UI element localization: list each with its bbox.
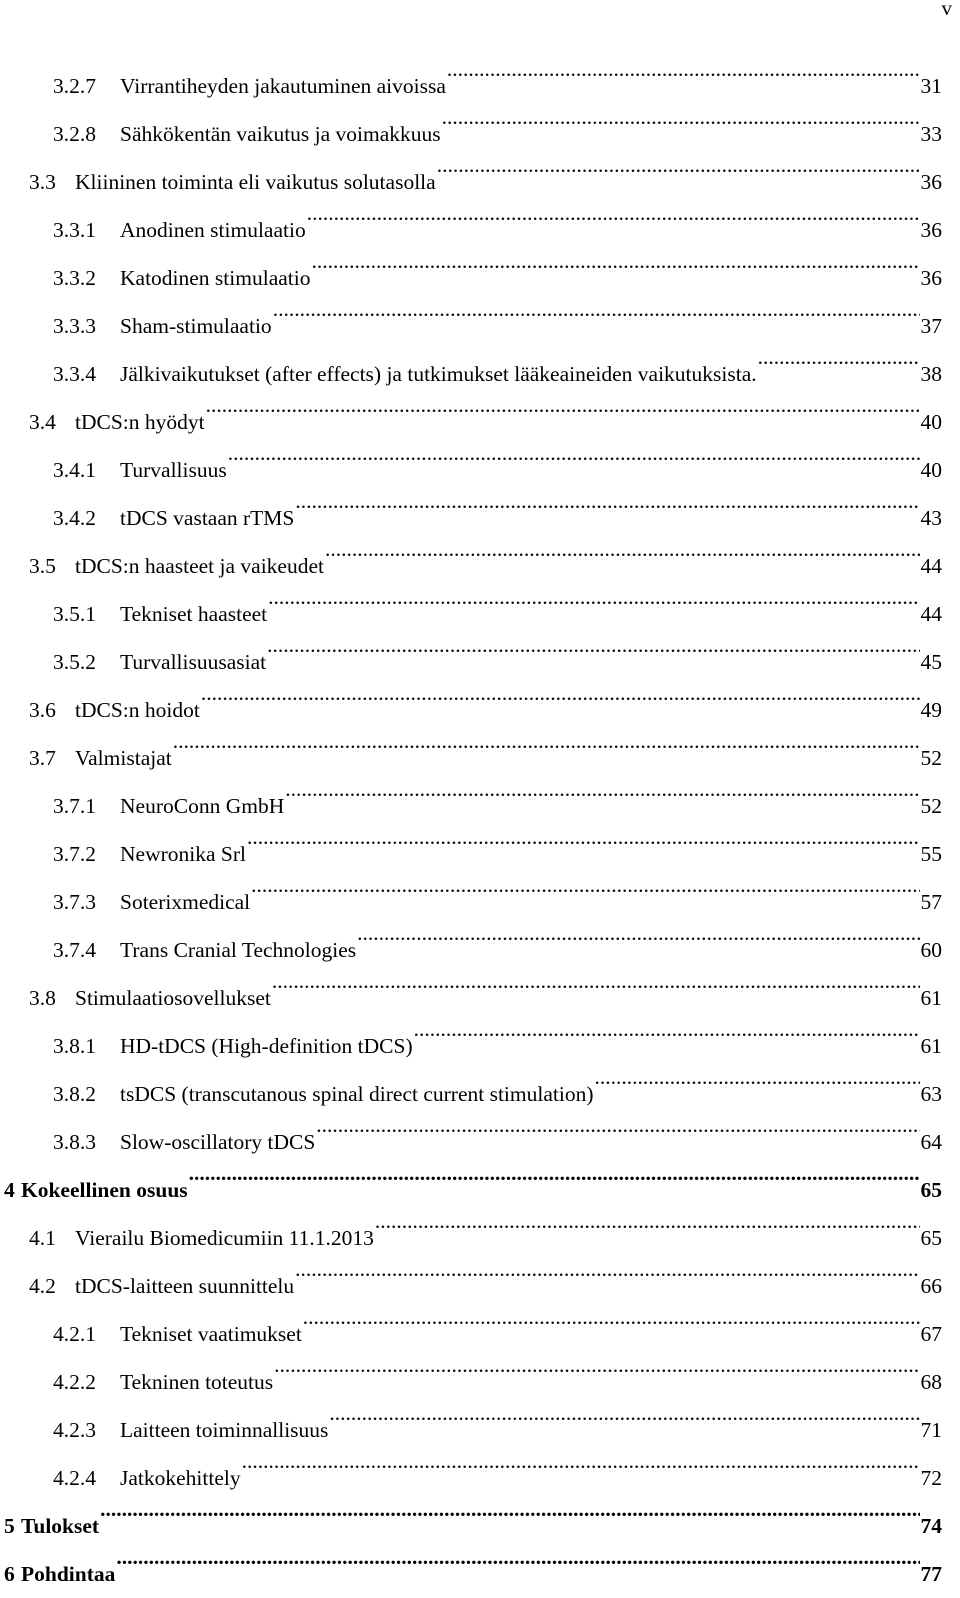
toc-entry-number: 3.4.1 <box>53 458 96 482</box>
toc-entry[interactable] <box>0 1293 942 1346</box>
toc-dot-leader <box>247 813 920 861</box>
toc-entry-page: 45 <box>920 650 942 674</box>
toc-entry-number: 3.4.2 <box>53 506 96 530</box>
toc-entry[interactable] <box>0 1245 942 1298</box>
toc-entry[interactable] <box>0 381 942 434</box>
toc-entry-title: Turvallisuusasiat <box>120 650 267 674</box>
toc-dot-leader <box>295 477 919 525</box>
toc-entry-number: 3.8.3 <box>53 1130 96 1154</box>
toc-entry-page: 33 <box>920 122 942 146</box>
toc-entry-title: Valmistajat <box>75 746 172 770</box>
toc-entry-page: 40 <box>920 458 942 482</box>
toc-dot-leader <box>242 1437 920 1485</box>
toc-entry-number: 5 <box>4 1514 15 1538</box>
toc-entry[interactable] <box>0 1197 942 1250</box>
toc-entry-number: 4 <box>4 1178 15 1202</box>
toc-entry-page: 72 <box>920 1466 942 1490</box>
toc-entry[interactable] <box>0 957 942 1010</box>
toc-entry-number: 3.8.1 <box>53 1034 96 1058</box>
toc-entry-number: 3.7.4 <box>53 938 96 962</box>
toc-entry[interactable] <box>0 861 942 914</box>
toc-entry[interactable] <box>0 717 942 770</box>
toc-entry-title: Sähkökentän vaikutus ja voimakkuus <box>120 122 441 146</box>
toc-entry-number: 3.8.2 <box>53 1082 96 1106</box>
toc-dot-leader <box>100 1485 919 1533</box>
toc-entry-number: 3.5 <box>29 554 56 578</box>
toc-entry-title: Jatkokehittely <box>120 1466 241 1490</box>
toc-entry-number: 3.6 <box>29 698 56 722</box>
toc-entry-title: tDCS:n hyödyt <box>75 410 205 434</box>
toc-entry[interactable] <box>0 1101 942 1154</box>
toc-entry-title: Kliininen toiminta eli vaikutus solutasolla <box>75 170 436 194</box>
toc-entry-page: 68 <box>920 1370 942 1394</box>
toc-entry-number: 4.2 <box>29 1274 56 1298</box>
toc-dot-leader <box>437 141 920 189</box>
toc-entry[interactable] <box>0 813 942 866</box>
toc-entry-page: 74 <box>920 1514 942 1538</box>
toc-entry-title: Turvallisuus <box>120 458 227 482</box>
toc-dot-leader <box>274 1341 919 1389</box>
toc-dot-leader <box>295 1245 919 1293</box>
toc-entry-page: 64 <box>920 1130 942 1154</box>
toc-entry-page: 61 <box>920 986 942 1010</box>
toc-entry-number: 6 <box>4 1562 15 1586</box>
toc-entry-title: Pohdintaa <box>21 1562 116 1586</box>
toc-entry-page: 67 <box>920 1322 942 1346</box>
toc-entry-page: 44 <box>920 554 942 578</box>
toc-entry-page: 36 <box>920 218 942 242</box>
toc-dot-leader <box>329 1389 919 1437</box>
toc-dot-leader <box>303 1293 920 1341</box>
page-number: v <box>941 0 952 20</box>
toc-entry[interactable] <box>0 765 942 818</box>
toc-dot-leader <box>447 45 920 93</box>
toc-dot-leader <box>307 189 920 237</box>
toc-entry-number: 3.2.8 <box>53 122 96 146</box>
toc-entry[interactable] <box>0 1005 942 1058</box>
toc-entry-page: 37 <box>920 314 942 338</box>
toc-entry[interactable] <box>0 333 942 386</box>
toc-entry-page: 71 <box>920 1418 942 1442</box>
toc-entry-number: 3.7.2 <box>53 842 96 866</box>
toc-entry-title: Laitteen toiminnallisuus <box>120 1418 329 1442</box>
toc-entry-page: 65 <box>920 1178 942 1202</box>
toc-entry-title: Tekniset vaatimukset <box>120 1322 302 1346</box>
toc-entry-title: Anodinen stimulaatio <box>120 218 306 242</box>
toc-dot-leader <box>228 429 920 477</box>
toc-dot-leader <box>272 957 920 1005</box>
toc-entry-title: Soterixmedical <box>120 890 251 914</box>
toc-entry-number: 3.7.3 <box>53 890 96 914</box>
toc-dot-leader <box>442 93 920 141</box>
toc-dot-leader <box>285 765 919 813</box>
toc-dot-leader <box>189 1149 920 1197</box>
toc-entry[interactable] <box>0 1485 942 1538</box>
toc-entry-number: 4.1 <box>29 1226 56 1250</box>
toc-entry-title: tDCS:n haasteet ja vaikeudet <box>75 554 324 578</box>
toc-entry-title: tsDCS (transcutanous spinal direct current stimulation) <box>120 1082 594 1106</box>
toc-entry-page: 36 <box>920 170 942 194</box>
toc-entry-title: tDCS vastaan rTMS <box>120 506 295 530</box>
toc-entry-page: 49 <box>920 698 942 722</box>
toc-entry-page: 52 <box>920 794 942 818</box>
toc-entry-page: 40 <box>920 410 942 434</box>
toc-entry[interactable] <box>0 477 942 530</box>
toc-dot-leader <box>173 717 920 765</box>
toc-entry[interactable] <box>0 141 942 194</box>
toc-entry-page: 36 <box>920 266 942 290</box>
toc-entry-title: Vierailu Biomedicumiin 11.1.2013 <box>75 1226 374 1250</box>
toc-entry[interactable] <box>0 285 942 338</box>
toc-dot-leader <box>758 333 920 381</box>
toc-entry-page: 44 <box>920 602 942 626</box>
toc-entry[interactable] <box>0 189 942 242</box>
toc-entry-title: HD-tDCS (High-definition tDCS) <box>120 1034 413 1058</box>
toc-entry[interactable] <box>0 1341 942 1394</box>
toc-entry-page: 65 <box>920 1226 942 1250</box>
toc-entry[interactable] <box>0 93 942 146</box>
toc-entry[interactable] <box>0 1389 942 1442</box>
toc-entry-page: 38 <box>920 362 942 386</box>
toc-entry-number: 3.3.1 <box>53 218 96 242</box>
toc-entry-number: 3.3.4 <box>53 362 96 386</box>
toc-entry-number: 3.5.2 <box>53 650 96 674</box>
toc-entry[interactable] <box>0 573 942 626</box>
toc-entry-number: 4.2.2 <box>53 1370 96 1394</box>
toc-entry-page: 77 <box>920 1562 942 1586</box>
toc-entry-number: 3.8 <box>29 986 56 1010</box>
toc-dot-leader <box>375 1197 920 1245</box>
toc-entry-title: tDCS-laitteen suunnittelu <box>75 1274 295 1298</box>
toc-entry-title: Tekniset haasteet <box>120 602 268 626</box>
toc-entry[interactable] <box>0 669 942 722</box>
toc-entry-number: 3.7 <box>29 746 56 770</box>
toc-entry[interactable] <box>0 45 942 98</box>
toc-entry-page: 57 <box>920 890 942 914</box>
toc-entry-number: 3.4 <box>29 410 56 434</box>
toc-entry-title: NeuroConn GmbH <box>120 794 285 818</box>
toc-entry-title: Stimulaatiosovellukset <box>75 986 271 1010</box>
toc-entry-page: 66 <box>920 1274 942 1298</box>
toc-entry-title: Trans Cranial Technologies <box>120 938 357 962</box>
toc-dot-leader <box>273 285 920 333</box>
toc-entry-title: Virrantiheyden jakautuminen aivoissa <box>120 74 446 98</box>
toc-entry[interactable] <box>0 237 942 290</box>
toc-entry-page: 52 <box>920 746 942 770</box>
toc-entry[interactable] <box>0 1053 942 1106</box>
toc-dot-leader <box>267 621 919 669</box>
toc-entry-number: 4.2.3 <box>53 1418 96 1442</box>
toc-entry-page: 43 <box>920 506 942 530</box>
toc-dot-leader <box>311 237 919 285</box>
toc-entry[interactable] <box>0 1533 942 1586</box>
toc-dot-leader <box>414 1005 920 1053</box>
toc-entry-number: 3.5.1 <box>53 602 96 626</box>
toc-entry-title: Tulokset <box>21 1514 100 1538</box>
toc-entry[interactable] <box>0 1437 942 1490</box>
toc-entry[interactable] <box>0 1149 942 1202</box>
toc-dot-leader <box>201 669 920 717</box>
toc-entry-title: Katodinen stimulaatio <box>120 266 311 290</box>
toc-dot-leader <box>325 525 920 573</box>
toc-entry-title: Jälkivaikutukset (after effects) ja tutkimukset lääkeaineiden vaikutuksista. <box>120 362 757 386</box>
toc-entry-page: 55 <box>920 842 942 866</box>
toc-entry-page: 60 <box>920 938 942 962</box>
toc-dot-leader <box>595 1053 920 1101</box>
toc-entry-number: 3.2.7 <box>53 74 96 98</box>
toc-entry-title: Newronika Srl <box>120 842 246 866</box>
toc-entry-page: 31 <box>920 74 942 98</box>
toc-entry-number: 3.3 <box>29 170 56 194</box>
toc-dot-leader <box>268 573 919 621</box>
toc-dot-leader <box>206 381 920 429</box>
toc-dot-leader <box>251 861 919 909</box>
toc-entry-title: tDCS:n hoidot <box>75 698 200 722</box>
toc-entry-title: Sham-stimulaatio <box>120 314 272 338</box>
toc-entry-title: Slow-oscillatory tDCS <box>120 1130 316 1154</box>
toc-entry-title: Tekninen toteutus <box>120 1370 274 1394</box>
toc-entry-number: 3.3.2 <box>53 266 96 290</box>
toc-entry[interactable] <box>0 525 942 578</box>
toc-entry-number: 4.2.1 <box>53 1322 96 1346</box>
toc-entry-page: 63 <box>920 1082 942 1106</box>
toc-dot-leader <box>116 1533 919 1581</box>
toc-entry-title: Kokeellinen osuus <box>21 1178 188 1202</box>
toc-entry-page: 61 <box>920 1034 942 1058</box>
toc-entry-number: 4.2.4 <box>53 1466 96 1490</box>
toc-entry[interactable] <box>0 429 942 482</box>
toc-entry[interactable] <box>0 909 942 962</box>
toc-dot-leader <box>357 909 919 957</box>
toc-entry[interactable] <box>0 621 942 674</box>
toc-entry-number: 3.7.1 <box>53 794 96 818</box>
toc-entry-number: 3.3.3 <box>53 314 96 338</box>
toc-dot-leader <box>316 1101 919 1149</box>
